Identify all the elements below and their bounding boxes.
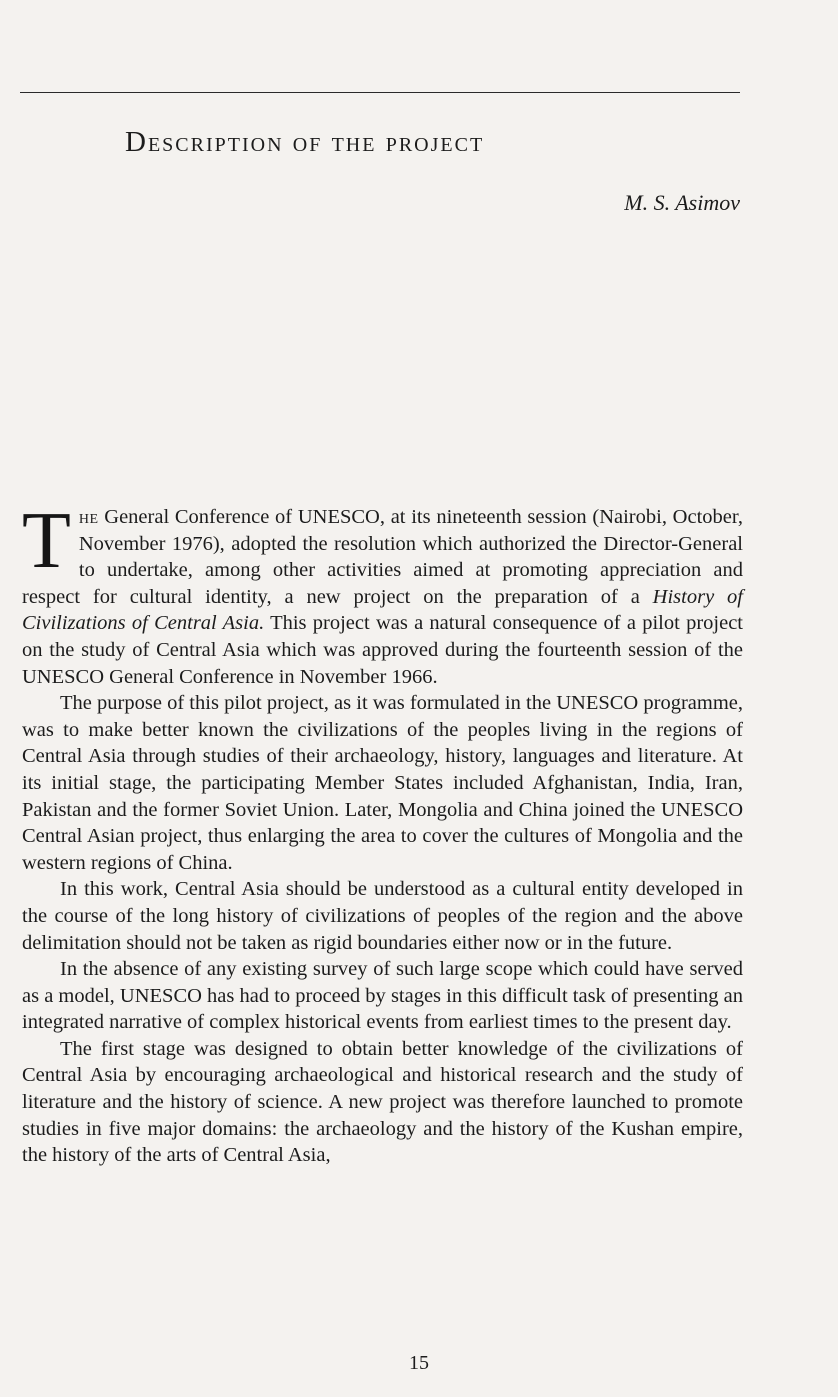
lead-in-small-caps: he — [78, 506, 99, 528]
paragraph-1-text-a: General Conference of UNESCO, at its nineteenth session (Nairobi, October, November 1976), adopted the resolution which authorized the Director-General to undertake, among other activities aimed at promoting appreciation and respect for cultural identity, a new project on the preparation of a — [22, 506, 743, 608]
chapter-title: Description of the project — [125, 126, 485, 158]
paragraph-1-text-b: This project was a natural consequence of a pilot project on the study of Central Asia which was approved during the fourteenth session of the UNESCO General Conference in November 1966. — [22, 612, 743, 688]
body-text — [22, 497, 743, 1169]
paragraph-5: The first stage was designed to obtain better knowledge of the civilizations of Central Asia by encouraging archaeological and historical research and the study of literature and the history of science. A new project was therefore launched to promote studies in five major domains: the archaeology and the history of the Kushan empire, the history of the arts of Central Asia, — [22, 1037, 743, 1167]
paragraph-4: In the absence of any existing survey of such large scope which could have served as a model, UNESCO has had to proceed by stages in this difficult task of presenting an integrated narrative of complex historical events from earliest times to the present day. — [22, 958, 743, 1034]
book-title-italic: History of Civilizations of Central Asia. — [22, 585, 743, 635]
paragraph-1 — [22, 497, 743, 690]
page-number: 15 — [409, 1352, 429, 1374]
paragraph-3: In this work, Central Asia should be understood as a cultural entity developed in the course of the long history of civilizations of peoples of the region and the above delimitation should not be taken as rigid boundaries either now or in the future. — [22, 878, 743, 954]
header-rule — [20, 92, 740, 93]
author-name: M. S. Asimov — [624, 190, 740, 215]
paragraph-2: The purpose of this pilot project, as it was formulated in the UNESCO programme, was to make better known the civilizations of the peoples living in the regions of Central Asia through studies of their archaeology, history, languages and literature. At its initial stage, the participating Member States included Afghanistan, India, Iran, Pakistan and the former Soviet Union. Later, Mongolia and China joined the UNESCO Central Asian project, thus enlarging the area to cover the cultures of Mongolia and the western regions of China. — [22, 692, 743, 874]
drop-cap: T — [22, 497, 71, 585]
